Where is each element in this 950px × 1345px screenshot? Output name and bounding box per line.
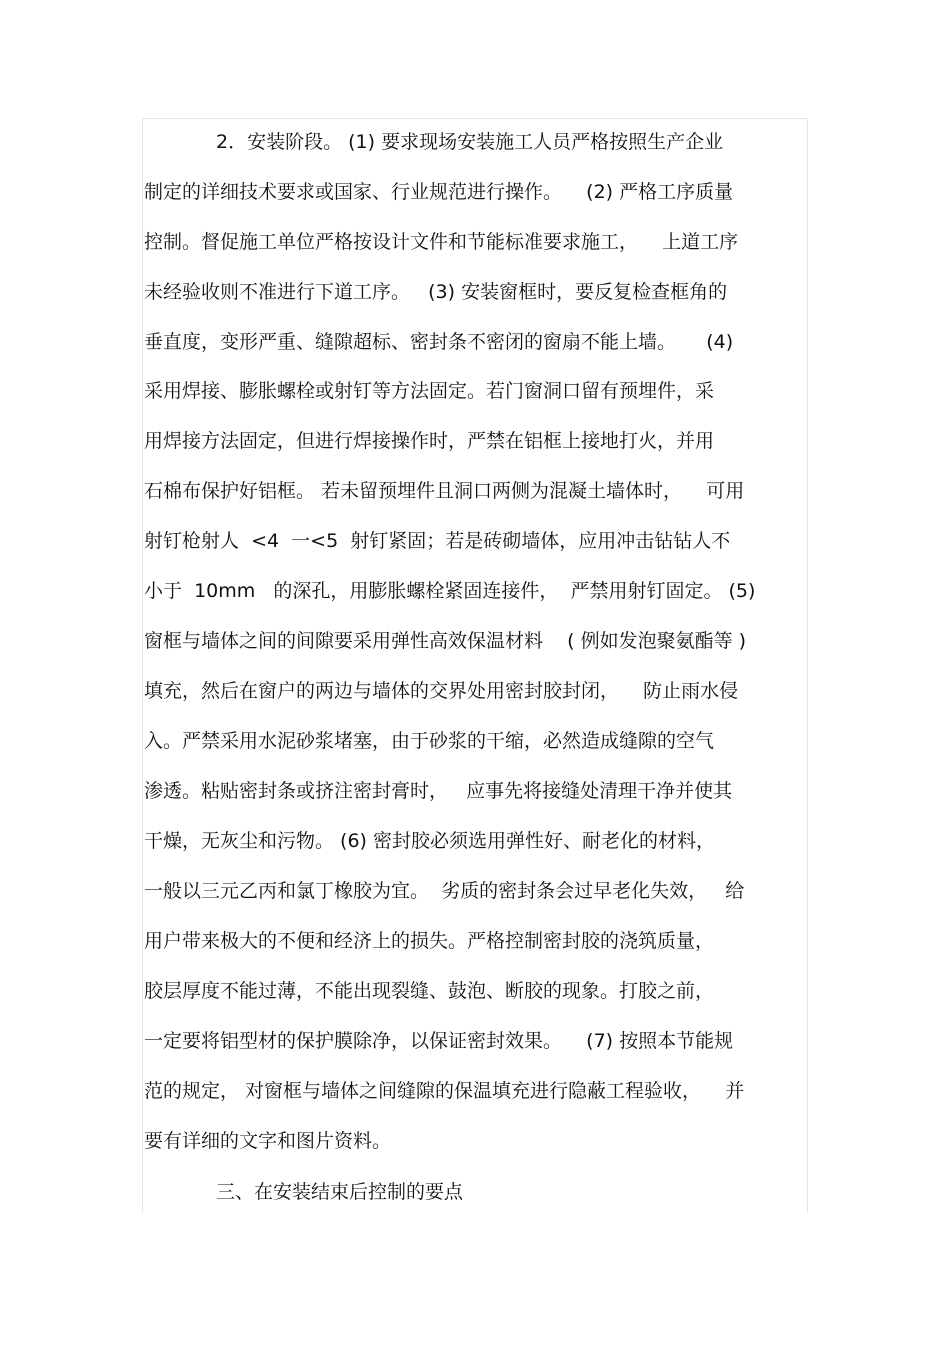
paragraph-line: 范的规定， 对窗框与墙体之间缝隙的保温填充进行隐蔽工程验收， 并: [144, 1080, 745, 1102]
paragraph-line: 射钉枪射人 <4 一<5 射钉紧固；若是砖砌墙体，应用冲击钻钻人不: [144, 530, 731, 552]
paragraph-line: 入。严禁采用水泥砂浆堵塞，由于砂浆的干缩，必然造成缝隙的空气: [144, 730, 715, 752]
paragraph-line: 干燥，无灰尘和污物。 (6) 密封胶必须选用弹性好、耐老化的材料，: [144, 830, 715, 852]
paragraph-line: 垂直度，变形严重、缝隙超标、密封条不密闭的窗扇不能上墙。 (4): [144, 331, 734, 353]
paragraph-line: 一般以三元乙丙和氯丁橡胶为宜。 劣质的密封条会过早老化失效， 给: [144, 880, 745, 902]
paragraph-line: 未经验收则不准进行下道工序。 (3) 安装窗框时，要反复检查框角的: [144, 281, 728, 303]
paragraph-line: 窗框与墙体之间的间隙要采用弹性高效保温材料 ( 例如发泡聚氨酯等 ): [144, 630, 747, 652]
paragraph-line: 用焊接方法固定，但进行焊接操作时，严禁在铝框上接地打火，并用: [144, 430, 715, 452]
paragraph-line: 用户带来极大的不便和经济上的损失。严格控制密封胶的浇筑质量，: [144, 930, 715, 952]
paragraph-line: 小于 10mm 的深孔，用膨胀螺栓紧固连接件， 严禁用射钉固定。 (5): [144, 580, 756, 602]
paragraph-line: 一定要将铝型材的保护膜除净，以保证密封效果。 (7) 按照本节能规: [144, 1030, 734, 1052]
paragraph-line: 胶层厚度不能过薄，不能出现裂缝、鼓泡、断胶的现象。打胶之前，: [144, 980, 715, 1002]
paragraph-line: 填充，然后在窗户的两边与墙体的交界处用密封胶封闭， 防止雨水侵: [144, 680, 739, 702]
section-heading: 三、在安装结束后控制的要点: [216, 1181, 464, 1203]
paragraph-line: 制定的详细技术要求或国家、行业规范进行操作。 (2) 严格工序质量: [144, 181, 734, 203]
paragraph-line: 要有详细的文字和图片资料。: [144, 1130, 392, 1152]
paragraph-line: 控制。督促施工单位严格按设计文件和节能标准要求施工， 上道工序: [144, 231, 739, 253]
paragraph-line: 石棉布保护好铝框。 若未留预埋件且洞口两侧为混凝土墙体时， 可用: [144, 480, 745, 502]
paragraph-line: 采用焊接、膨胀螺栓或射钉等方法固定。若门窗洞口留有预埋件，采: [144, 380, 715, 402]
paragraph-line: 渗透。粘贴密封条或挤注密封膏时， 应事先将接缝处清理干净并使其: [144, 780, 733, 802]
paragraph-line: 2．安装阶段。 (1) 要求现场安装施工人员严格按照生产企业: [216, 131, 724, 153]
